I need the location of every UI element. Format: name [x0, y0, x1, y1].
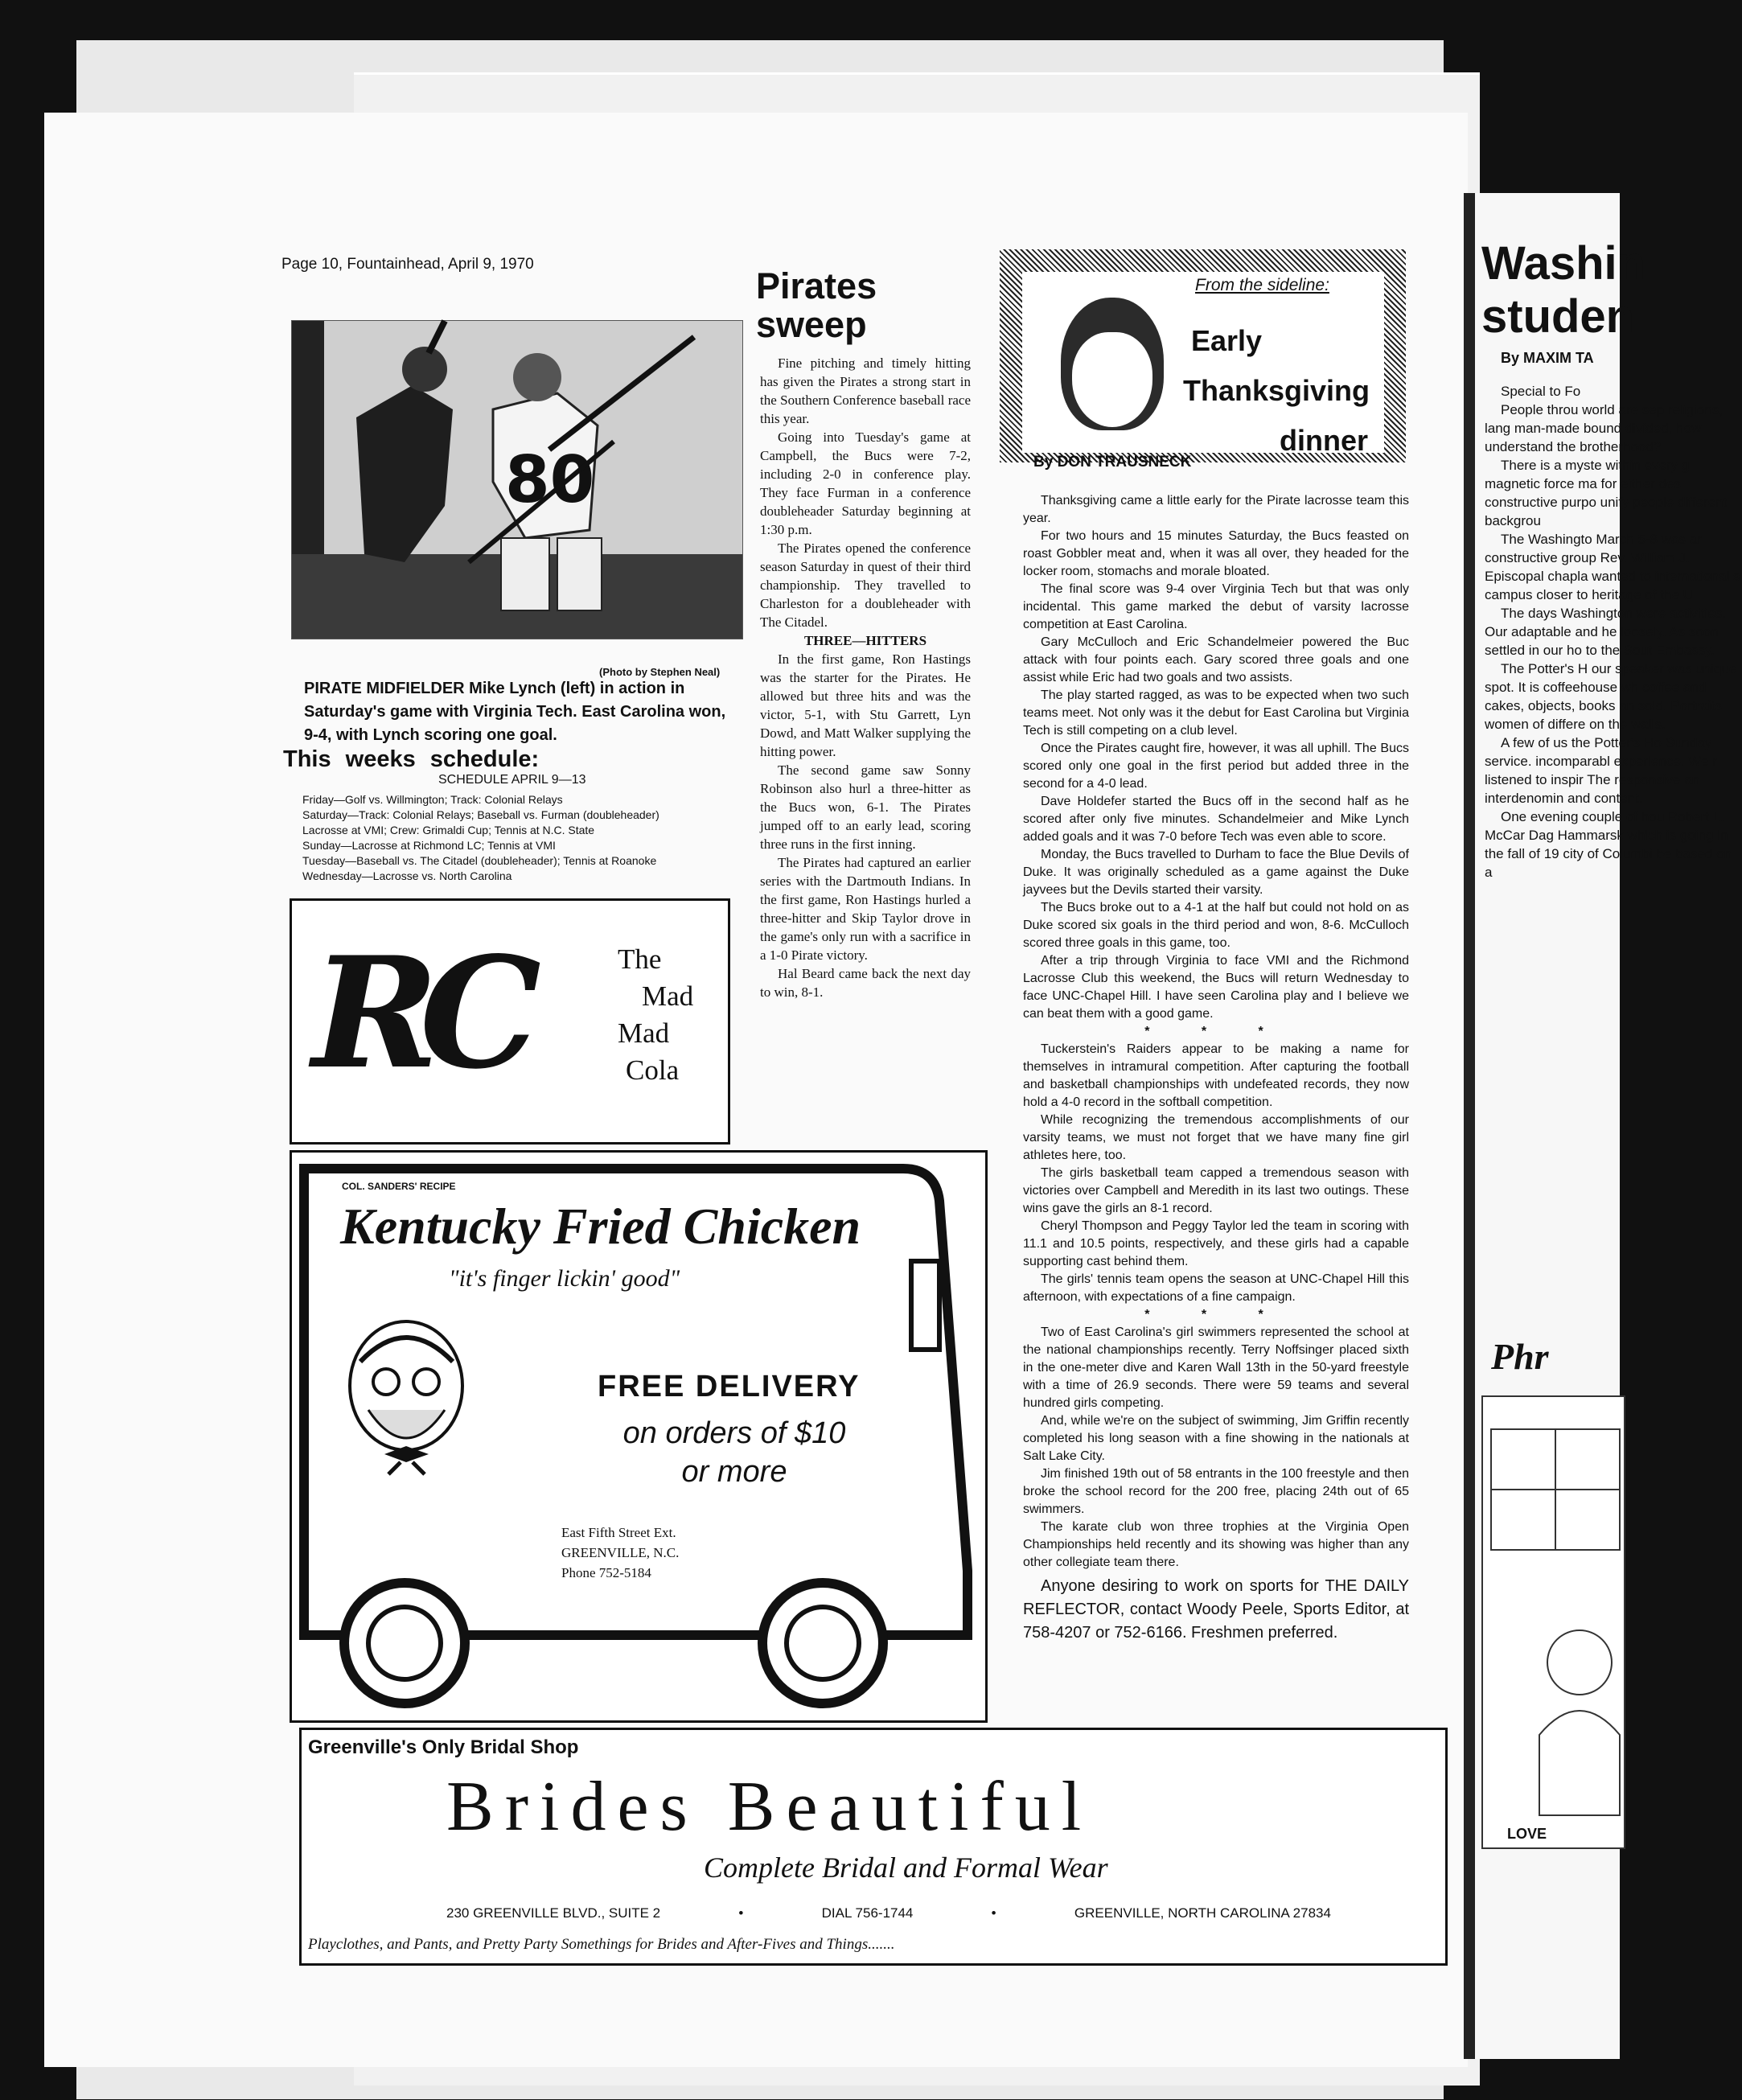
article-paragraph: Thanksgiving came a little early for the Pirate lacrosse team this year.: [1023, 494, 1409, 525]
kfc-brand-name: Kentucky Fried Chicken: [340, 1198, 861, 1255]
address-line: GREENVILLE, N.C.: [561, 1545, 680, 1560]
sideline-column-header: [1000, 249, 1406, 462]
rc-tagline-line: Mad: [642, 980, 694, 1012]
sideline-title: [1183, 316, 1370, 466]
article-paragraph: People throu world are sep religions, lang man-made bound divided, how understand the brotherhood?: [1485, 402, 1723, 454]
schedule-line: Lacrosse at VMI; Crew: Grimaldi Cup; Tennis at N.C. State: [302, 824, 595, 836]
colonel-sanders-illustration: [336, 1313, 477, 1474]
article-paragraph: Fine pitching and timely hitting has given the Pirates a strong start in the Southern Conference baseball race this year.: [760, 355, 971, 426]
article-paragraph: Hal Beard came back the next day to win, 8-1.: [760, 966, 971, 1000]
sideline-kicker: From the sideline:: [1195, 276, 1329, 294]
article-paragraph: For two hours and 15 minutes Saturday, the Bucs feasted on roast Gobbler meat and, when it was all over, they headed for the locker room, stomachs and morale bloated.: [1023, 529, 1409, 578]
article-paragraph: Monday, the Bucs travelled to Durham to face the Blue Devils of Duke. It was originally scheduled as a game against the Duke jayvees but the Devils started their varsity.: [1023, 848, 1409, 897]
title-line: Thanksgiving: [1183, 374, 1370, 407]
cartoon-drawing: [1483, 1397, 1624, 1847]
cartoon-caption: LOVE: [1507, 1826, 1547, 1842]
rc-tagline: [618, 941, 693, 1089]
adjacent-page-edge: [1464, 193, 1740, 2059]
bullet: •: [738, 1905, 744, 1921]
lacrosse-photo: [291, 320, 743, 639]
title-line: dinner: [1280, 424, 1369, 457]
article-paragraph: The Washingto March 5-8 was ar constructive group Rev. William J. Episcopal chapla wanted to international s campus closer to heritage of the U: [1485, 532, 1740, 602]
address-part: GREENVILLE, NORTH CAROLINA 27834: [1074, 1905, 1331, 1921]
article-paragraph: Dave Holdefer started the Bucs off in the second half as he scored after only five minutes. Schandelmeier and Mike Lynch added goals and it was 7-0 before Tech was even able to score.: [1023, 795, 1409, 844]
kfc-ad: [290, 1150, 988, 1723]
section-divider: * * *: [1144, 1308, 1288, 1321]
article-paragraph: The Bucs broke out to a 4-1 at the half but could not hold on as Duke scored six goals in the third period and won, 8-6. McCulloch scored three goals in this game, too.: [1023, 901, 1409, 950]
article-paragraph: Cheryl Thompson and Peggy Taylor led the team in scoring with 11.1 and 10.5 points, respectively, and these girls had a capable supporting cast behind them.: [1023, 1219, 1409, 1268]
article-paragraph: The second game saw Sonny Robinson also hurl a three-hitter as the Bucs won, 6-1. The Pirates jumped off to an early lead, scoring three runs in the first inning.: [760, 762, 971, 852]
kfc-recipe-label: COL. SANDERS' RECIPE: [342, 1181, 456, 1192]
headline-line: Pirates: [756, 265, 877, 306]
lacrosse-photo-illustration: [292, 321, 742, 639]
title-line: Early: [1191, 324, 1263, 357]
article-paragraph: And, while we're on the subject of swimming, Jim Griffin recently completed his long season with a fine showing in the nationals at Salt Lake City.: [1023, 1414, 1409, 1463]
adjacent-headline: [1481, 237, 1645, 343]
bridal-shop-name: Brides Beautiful: [446, 1768, 1093, 1846]
article-subhead: THREE—HITTERS: [803, 633, 927, 648]
schedule-line: Sunday—Lacrosse at Richmond LC; Tennis at VMI: [302, 839, 556, 852]
columnist-face: [1072, 332, 1152, 427]
kfc-free-delivery: FREE DELIVERY: [598, 1370, 861, 1403]
bridal-subtitle: Complete Bridal and Formal Wear: [704, 1851, 1108, 1884]
kfc-slogan: "it's finger lickin' good": [449, 1265, 680, 1292]
pirates-article: [760, 354, 971, 1001]
article-paragraph: Jim finished 19th out of 58 entrants in the 100 freestyle and then broke the school record for the 200 free, placing 24th out of 65 swimmers.: [1023, 1467, 1409, 1516]
sideline-byline: By DON TRAUSNECK: [1033, 454, 1192, 471]
article-paragraph: Gary McCulloch and Eric Schandelmeier powered the Buc attack with four points each. Gary scored three goals and one assist while Eric had two goals and two assists.: [1023, 635, 1409, 684]
article-paragraph: The Pirates opened the conference season Saturday in quest of their third championship. They travelled to Charleston for a doubleheader with The Citadel.: [760, 540, 971, 630]
article-paragraph: While recognizing the tremendous accomplishments of our varsity teams, we must not forget that we have many fine girl athletes here, too.: [1023, 1113, 1409, 1162]
article-paragraph: In the first game, Ron Hastings was the starter for the Pirates. He allowed but three hits and was the victor, 5-1, with Stu Garrett, Lyn Dowd, and Matt Walker supplying the hitting power.: [760, 651, 971, 759]
bridal-address: [446, 1905, 1331, 1921]
article-paragraph: The Potter's H our speaker was unique spot. It is coffeehouse wh coffee and cakes, objects, books an sold. Portraits women of differe on the walls.: [1485, 661, 1737, 732]
article-paragraph: Tuckerstein's Raiders appear to be making a name for themselves in intramural competition. After capturing the football and basketball championships with undefeated records, they now hold a 4-0 record in the softball competition.: [1023, 1042, 1409, 1109]
kfc-order-minimum: [614, 1414, 855, 1491]
adjacent-article: [1485, 382, 1742, 882]
section-divider: * * *: [1144, 1025, 1288, 1038]
address-line: East Fifth Street Ext.: [561, 1525, 676, 1540]
adjacent-byline: By MAXIM TA: [1501, 350, 1594, 366]
sideline-article: [1023, 492, 1409, 1645]
sideline-header-panel: [1022, 272, 1384, 457]
closing-note: Anyone desiring to work on sports for THE DAILY REFLECTOR, contact Woody Peele, Sports Editor, at 758-4207 or 752-6166. Freshmen preferred.: [1023, 1577, 1409, 1642]
article-paragraph: The play started ragged, as was to be expected when two such teams meet. Not only was it the debut for East Carolina but Virginia Tech is still competing on a club level.: [1023, 688, 1409, 738]
article-paragraph: Once the Pirates caught fire, however, it was all uphill. The Bucs scored only one goal in the first period but added three in the second for a 4-0 lead.: [1023, 742, 1409, 791]
bridal-tagline: Greenville's Only Bridal Shop: [308, 1736, 579, 1758]
order-line: on orders of $10: [622, 1416, 846, 1450]
order-line: or more: [681, 1455, 787, 1489]
article-paragraph: There is a myste within every g magnetic force ma for either des constructive purpo unify people different backgrou: [1485, 458, 1728, 528]
bridal-footer: Playclothes, and Pants, and Pretty Party Somethings for Brides and After-Fives and Things.......: [308, 1936, 895, 1953]
article-paragraph: Going into Tuesday's game at Campbell, the Bucs were 7-2, including 2-0 in conference play. They face Furman in a conference doubleheader Saturday beginning at 1:30 p.m.: [760, 429, 971, 537]
article-paragraph: The girls' tennis team opens the season at UNC-Chapel Hill this afternoon, with expectations of a fine campaign.: [1023, 1272, 1409, 1304]
jersey-number: 80: [505, 442, 595, 517]
article-paragraph: The girls basketball team capped a tremendous season with victories over Campbell and Meredith in its last two outings. These wins gave the girls an 8-1 record.: [1023, 1166, 1409, 1215]
article-paragraph: One evening couple of hou Robert L. McCar Dag Hammarsk which is going in the fall of 19 city of Columbi be based on a: [1485, 809, 1732, 880]
schedule-line: Wednesday—Lacrosse vs. North Carolina: [302, 869, 512, 882]
rc-logo: RC: [312, 923, 523, 1103]
article-paragraph: Special to Fo: [1501, 384, 1581, 399]
article-paragraph: The final score was 9-4 over Virginia Tech but that was only incidental. This game marked the debut of varsity lacrosse competition at East Carolina.: [1023, 582, 1409, 631]
rc-cola-ad: [290, 898, 730, 1145]
headline-line: sweep: [756, 304, 867, 345]
kfc-address: [561, 1523, 679, 1583]
bullet: •: [991, 1905, 996, 1921]
photo-credit: (Photo by Stephen Neal): [599, 666, 721, 678]
schedule-heading: This weeks schedule:: [283, 746, 540, 772]
headline-line: studen: [1481, 290, 1635, 343]
photo-caption: PIRATE MIDFIELDER Mike Lynch (left) in action in Saturday's game with Virginia Tech. East Carolina won, 9-4, with Lynch scoring one goal.: [304, 680, 726, 744]
article-paragraph: A few of us the Potter's Ho Sunday service. incomparabl experience. We r listened to inspir The responsive an interdenomin and content.: [1485, 735, 1717, 806]
article-paragraph: The days Washington were activities. Our adaptable and he loosely. As soon settled in our ho to the Sout Embassy.: [1485, 606, 1726, 658]
rc-tagline-line: Cola: [626, 1054, 680, 1086]
pirates-headline: [756, 267, 877, 344]
article-paragraph: Two of East Carolina's girl swimmers represented the school at the national championships recently. Terry Noffsinger placed sixth in the one-meter dive and Karen Wall 13th in the 50-yard freestyle with a time of 26.9 seconds. There were 59 teams and several hundred girls competing.: [1023, 1325, 1409, 1410]
page-folio: Page 10, Fountainhead, April 9, 1970: [281, 256, 534, 273]
rc-tagline-line: Mad: [618, 1017, 670, 1049]
schedule-line: Friday—Golf vs. Willmington; Track: Colonial Relays: [302, 793, 563, 806]
headline-line: Washin: [1481, 237, 1646, 290]
address-line: Phone 752-5184: [561, 1565, 651, 1580]
schedule-line: Tuesday—Baseball vs. The Citadel (doubleheader); Tennis at Roanoke: [302, 854, 657, 867]
bridal-shop-ad: [299, 1728, 1448, 1966]
address-part: DIAL 756-1744: [821, 1905, 914, 1921]
article-paragraph: After a trip through Virginia to face VMI and the Richmond Lacrosse Club this weekend, the Bucs will return Wednesday to face UNC-Chapel Hill. I have seen Carolina play and I believe we can beat them with a good game.: [1023, 954, 1409, 1021]
schedule-subheading: SCHEDULE APRIL 9—13: [438, 773, 586, 787]
article-paragraph: The Pirates had captured an earlier series with the Dartmouth Indians. In the first game, Ron Hastings hurled a three-hitter and Skip Taylor drove in the game's only run with a sacrifice in a 1-0 Pirate victory.: [760, 855, 971, 963]
article-paragraph: The karate club won three trophies at the Virginia Open Championships held recently and its showing was higher than any other collegiate team there.: [1023, 1520, 1409, 1569]
rc-tagline-line: The: [618, 943, 662, 975]
schedule-line: Saturday—Track: Colonial Relays; Baseball vs. Furman (doubleheader): [302, 808, 659, 821]
cartoon-heading: Phr: [1491, 1336, 1549, 1377]
cartoon-illustration: [1481, 1395, 1625, 1849]
schedule-list: [302, 792, 737, 884]
address-part: 230 GREENVILLE BLVD., SUITE 2: [446, 1905, 661, 1921]
